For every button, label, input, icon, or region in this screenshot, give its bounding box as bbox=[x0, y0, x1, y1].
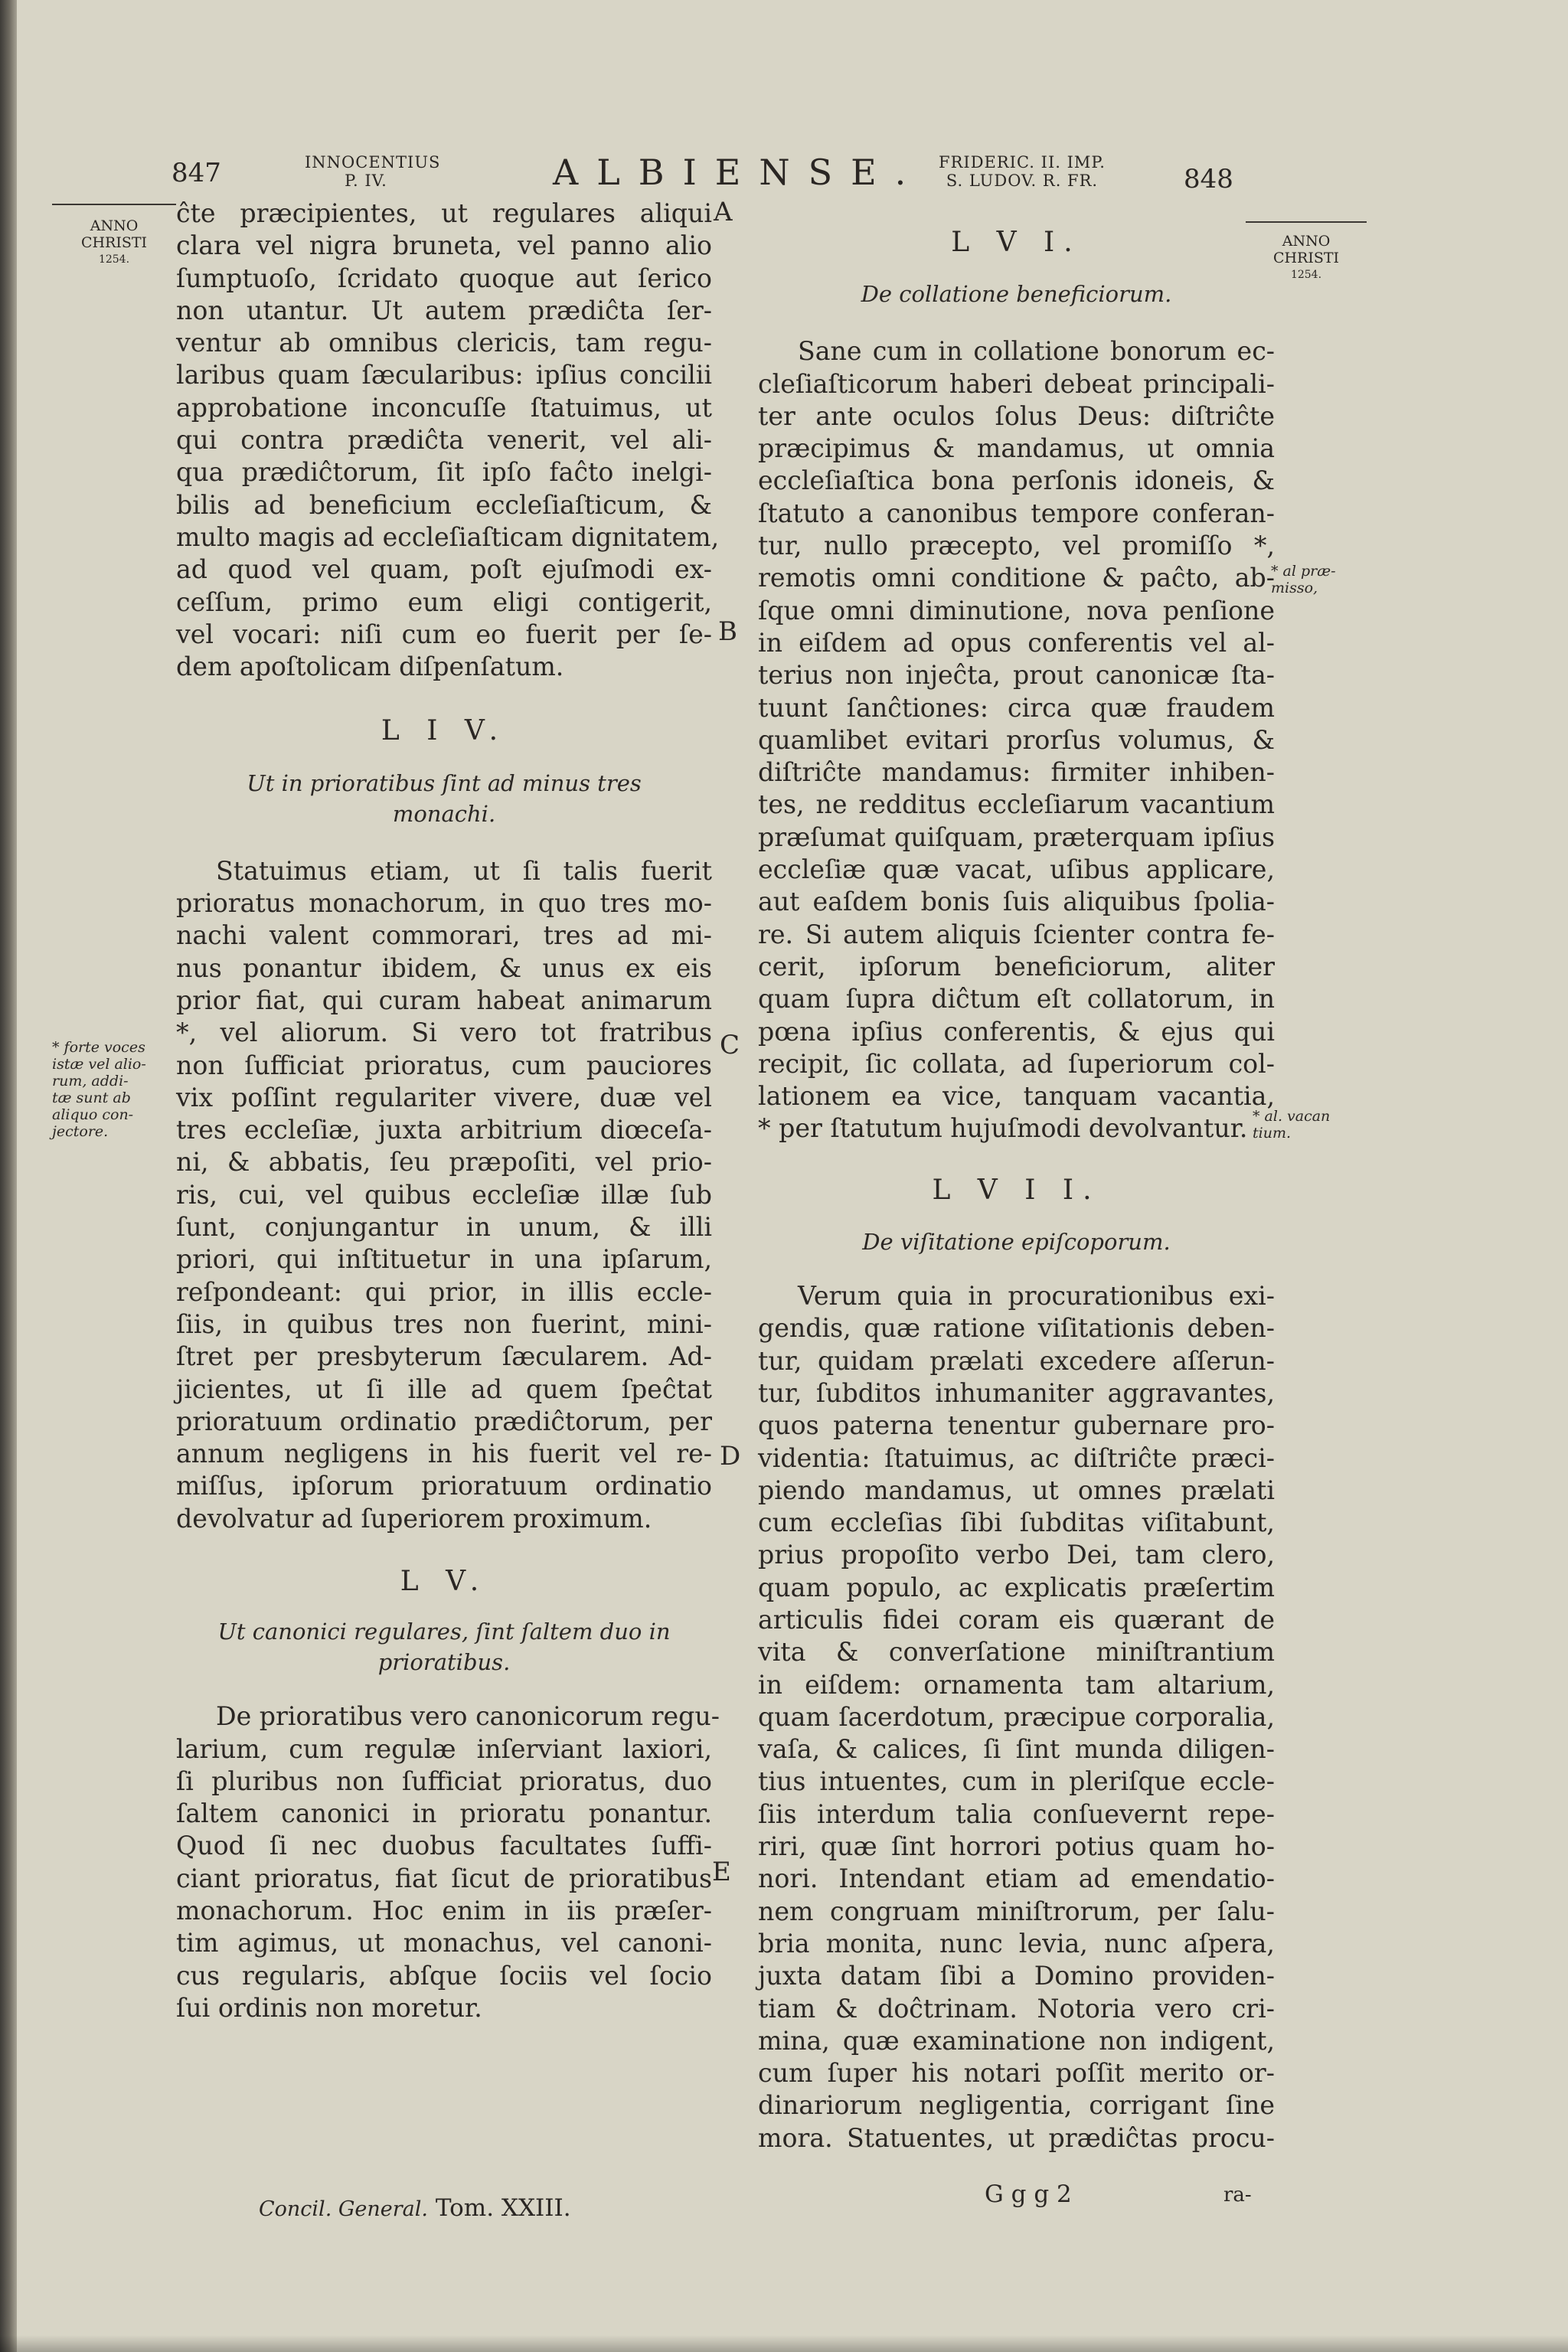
header-right-title-line2: S. LUDOV. R. FR. bbox=[946, 172, 1099, 190]
page-number-right: 848 bbox=[1184, 164, 1233, 194]
chapter-55-text: De prioratibus vero canonicorum regu- larium, cum regulæ inſerviant laxiori, ſi pluribus non ſufficiat prioratus, duo ſaltem canonici in prioratu ponantur. Quod ſi nec duobus facultates ſuffi- ciant prioratus, fiat ſicut de prioratibus monachorum. Hoc enim in iis præſer- tim agimus, ut monachus, vel canoni- cus regularis, abſque ſociis vel ſocio ſui ordinis non moretur. bbox=[176, 1701, 720, 2023]
left-margin-rule bbox=[52, 204, 176, 205]
chapter-56-heading: L V I. bbox=[951, 227, 1082, 258]
chapter-54-text: Statuimus etiam, ut ſi talis fuerit prioratus monachorum, in quo tres mo- nachi valent commorari, tres ad mi- nus ponantur ibidem, & unus ex eis prior fiat, qui curam habeat animarum *, vel aliorum. Si vero tot fratribus non ſufficiat prioratus, cum pauciores vix poſſint regulariter vivere, duæ vel tres eccleſiæ, juxta arbitrium diœceſa- ni, & abbatis, ſeu præpoſiti, vel prio- ris, cui, vel quibus eccleſiæ illæ ſub ſunt, conjungantur in unum, & illi priori, qui inſtituetur in una ipſarum, reſpondeant: qui prior, in illis eccle- ſiis, in quibus tres non fuerint, mini- ſtret per presbyterum ſæcularem. Ad- jicientes, ut ſi ille ad quem ſpeĉtat prioratuum ordinatio prædiĉtorum, per annum negligens in his fuerit vel re- miſſus, ipſorum prioratuum ordinatio devolvatur ad ſuperiorem proximum. bbox=[176, 855, 712, 1534]
left-margin-footnote: * forte voces istæ vel alio- rum, addi- tæ sunt ab aliquo con- jectore. bbox=[52, 1039, 146, 1140]
page-bottom-shadow bbox=[0, 2335, 1568, 2352]
chapter-56-text: Sane cum in collatione bonorum ec- cleſiaſticorum haberi debeat principali- ter ante oculos ſolus Deus: diſtriĉte præcipimus & mandamus, ut omnia eccleſiaſtica bona perſonis idoneis, & ſtatuto a canonibus tempore conferan- tur, nullo præcepto, vel promiſſo *, remotis omni conditione & paĉto, ab- ſque omni diminutione, nova penſione in eiſdem ad opus conferentis vel al- terius non injeĉta, prout canonicæ ſta- tuunt ſanĉtiones: circa quæ fraudem quamlibet evitari prorſus volumus, & diſtriĉte mandamus: firmiter inhiben- tes, ne redditus eccleſiarum vacantium præſumat quiſquam, præterquam ipſius eccleſiæ quæ vacat, uſibus applicare, aut eaſdem bonis ſuis aliquibus ſpolia- re. Si autem aliquis ſcienter contra fe- cerit, ipſorum beneficiorum, aliter quam ſupra diĉtum eſt collatorum, in pœna ipſius conferentis, & ejus qui recipit, ſic collata, ad ſuperiorum col- lationem ea vice, tanquam vacantia, * per ſtatutum hujuſmodi devolvantur. bbox=[758, 336, 1275, 1144]
left-column bbox=[176, 198, 720, 2024]
section-letter-b: B bbox=[718, 616, 737, 647]
right-margin-footnote-2: * al. vacan tium. bbox=[1253, 1108, 1331, 1142]
chapter-54-heading: L I V. bbox=[381, 715, 508, 747]
chapter-57-heading: L V I I. bbox=[932, 1174, 1101, 1206]
section-letter-d: D bbox=[720, 1441, 741, 1472]
chapter-57-subtitle: De viſitatione epiſcoporum. bbox=[862, 1229, 1171, 1256]
signature-mark: G g g 2 bbox=[985, 2180, 1072, 2208]
right-year-note: ANNO CHRISTI 1254. bbox=[1272, 233, 1340, 281]
header-right-title-line1: FRIDERIC. II. IMP. bbox=[939, 153, 1106, 172]
right-margin-rule bbox=[1246, 221, 1367, 223]
chapter-56-subtitle: De collatione beneficiorum. bbox=[861, 281, 1172, 308]
header-right-title bbox=[934, 153, 1110, 190]
chapter-55-subtitle: Ut canonici regulares, ſint ſaltem duo in prioratibus. bbox=[217, 1619, 671, 1676]
section-letter-c: C bbox=[720, 1030, 740, 1060]
right-column bbox=[758, 227, 1275, 2154]
chapter-55-heading: L V. bbox=[400, 1565, 488, 1597]
book-gutter bbox=[0, 0, 17, 2352]
section-letter-a: A bbox=[714, 197, 733, 227]
footer-series: Concil. General. bbox=[259, 2197, 428, 2221]
catchword: ra- bbox=[1223, 2184, 1252, 2207]
chapter-54-subtitle: Ut in prioratibus ſint ad minus tres monachi. bbox=[247, 769, 642, 827]
book-page bbox=[17, 0, 1568, 2352]
left-year-note: ANNO CHRISTI 1254. bbox=[80, 217, 148, 266]
header-left-title-line2: P. IV. bbox=[345, 172, 387, 190]
running-title: ALBIENSE. bbox=[553, 152, 925, 193]
chapter-57-text: Verum quia in procurationibus exi- gendis, quæ ratione viſitationis deben- tur, quidam prælati excedere aſſerun- tur, ſubditos inhumaniter aggravantes, quos paterna tenentur gubernare pro- videntia: ſtatuimus, ac diſtriĉte præci- piendo mandamus, ut omnes prælati cum eccleſias ſibi ſubditas viſitabunt, prius propoſito verbo Dei, tam clero, quam populo, ac explicatis præſertim articulis fidei coram eis quærant de vita & converſatione miniſtrantium in eiſdem: ornamenta tam altarium, quam ſacerdotum, præcipue corporalia, vaſa, & calices, ſi ſint munda diligen- tius intuentes, cum in pleriſque eccle- ſiis interdum talia conſuevernt repe- riri, quæ ſint horrori potius quam ho- nori. Intendant etiam ad emendatio- nem congruam miniſtrorum, per ſalu- bria monita, nunc levia, nunc aſpera, juxta datam ſibi a Domino providen- tiam & doĉtrinam. Notoria vero cri- mina, quæ examinatione non indigent, cum ſuper his notari poſſit merito or- dinariorum negligentia, corrigant ſine mora. Statuentes, ut prædiĉtas procu- bbox=[758, 1281, 1275, 2153]
header-left-title bbox=[305, 153, 441, 190]
section-letter-e: E bbox=[712, 1857, 731, 1887]
footer-volume bbox=[259, 2194, 571, 2222]
right-margin-footnote-1: * al præ- misso, bbox=[1271, 563, 1336, 596]
footer-tom: Tom. XXIII. bbox=[435, 2194, 571, 2222]
left-intro-paragraph: ĉte præcipientes, ut regulares aliqui clara vel nigra bruneta, vel panno alio ſumptuoſo, ſcridato quoque aut ſerico non utantur. Ut autem prædiĉta ſer- ventur ab omnibus clericis, tam regu- laribus quam ſæcularibus: ipſius concilii approbatione inconcuſſe ſtatuimus, ut qui contra prædiĉta venerit, vel ali- qua prædiĉtorum, ſit ipſo faĉto inelgi- bilis ad beneficium eccleſiaſticum, & multo magis ad eccleſiaſticam dignitatem, ad quod vel quam, poſt ejuſmodi ex- ceſſum, primo eum eligi contigerit, vel vocari: niſi cum eo fuerit per ſe- dem apoſtolicam diſpenſatum. bbox=[176, 198, 720, 682]
page-number-left: 847 bbox=[172, 158, 221, 188]
header-left-title-line1: INNOCENTIUS bbox=[305, 153, 441, 172]
